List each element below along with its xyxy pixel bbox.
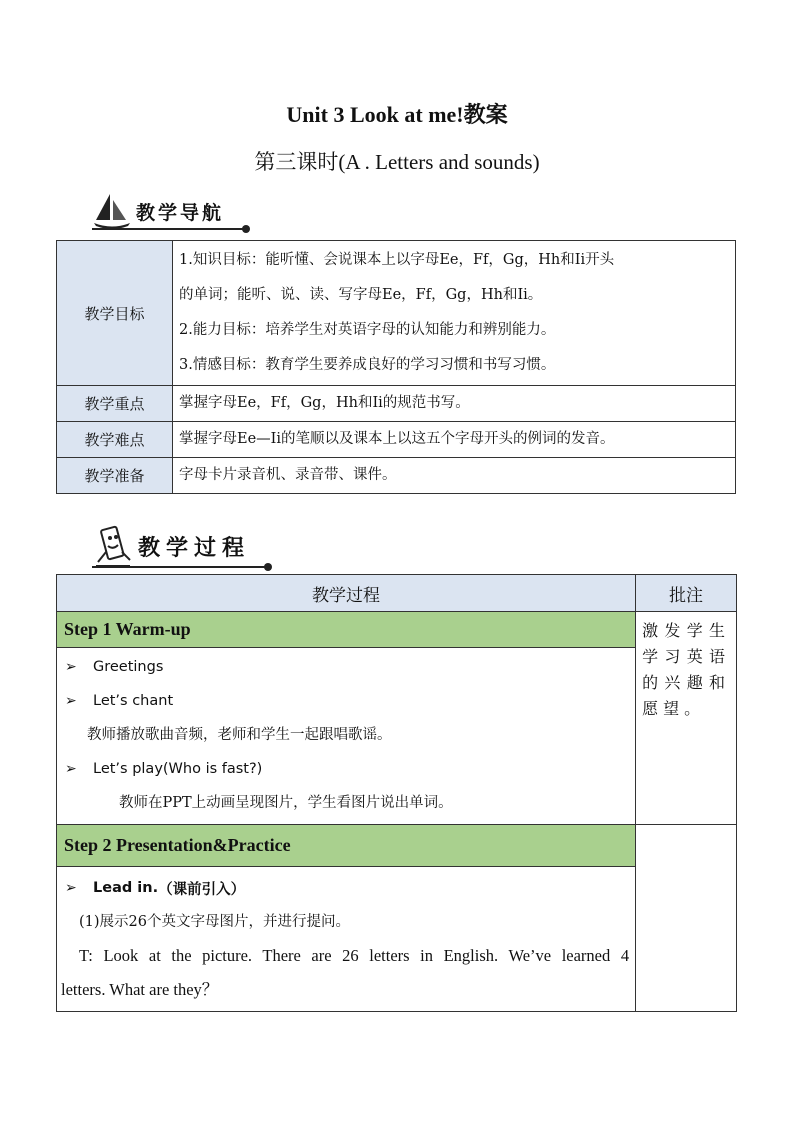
- key-points-header: 教学重点: [57, 386, 173, 422]
- bullet-greetings: Greetings: [93, 659, 164, 675]
- banner-label: 教学过程: [138, 536, 251, 561]
- objective-line: 2.能力目标：培养学生对英语字母的认知能力和辨别能力。: [179, 322, 556, 338]
- arrow-bullet-icon: ➢: [65, 659, 77, 675]
- difficulties-header: 教学难点: [57, 422, 173, 458]
- step2-note: [636, 825, 737, 1012]
- table-row: [57, 458, 736, 494]
- lead-in-step-1: (1)展示26个英文字母图片，并进行提问。: [79, 914, 350, 930]
- difficulties-cell: 掌握字母Ee—Ii的笔顺以及课本上以这五个字母开头的例词的发音。: [173, 422, 736, 458]
- objectives-cell: [173, 241, 736, 386]
- teaching-navigation-banner: [92, 186, 244, 230]
- teaching-process-table: [56, 574, 737, 1012]
- pencil-mascot-icon: [92, 522, 134, 568]
- arrow-bullet-icon: ➢: [65, 693, 77, 709]
- objective-line: 1.知识目标：能听懂、会说课本上以字母Ee，Ff，Gg，Hh和Ii开头: [179, 252, 615, 268]
- teacher-line-2: letters. What are they？: [61, 980, 219, 999]
- list-item: [57, 752, 635, 786]
- objective-line: 的单词；能听、说、读、写字母Ee，Ff，Gg，Hh和Ii。: [179, 287, 543, 303]
- preparation-header: 教学准备: [57, 458, 173, 494]
- list-item: [57, 684, 635, 718]
- table-row: [57, 422, 736, 458]
- step2-title: Step 2 Presentation&Practice: [57, 825, 636, 867]
- chant-description: 教师播放歌曲音频，老师和学生一起跟唱歌谣。: [87, 727, 392, 743]
- document-title: Unit 3 Look at me!教案: [286, 102, 508, 127]
- play-description: 教师在PPT上动画呈现图片，学生看图片说出单词。: [119, 795, 453, 811]
- banner-dot: [242, 225, 250, 233]
- key-points-cell: 掌握字母Ee，Ff，Gg，Hh和Ii的规范书写。: [173, 386, 736, 422]
- objectives-header: 教学目标: [57, 241, 173, 386]
- bullet-lets-play: Let’s play(Who is fast?): [93, 761, 263, 777]
- list-item: [57, 650, 635, 684]
- notes-column-header: 批注: [636, 575, 737, 612]
- objective-line: 3.情感目标：教育学生要养成良好的学习习惯和书写习惯。: [179, 357, 556, 373]
- table-row: [57, 241, 736, 386]
- table-row: [57, 867, 737, 1012]
- banner-dot: [264, 563, 272, 571]
- sailboat-icon: [92, 190, 132, 230]
- teaching-goals-table: [56, 240, 736, 494]
- teacher-line-1: T: Look at the picture. There are 26 letters in English. We’ve learned 4: [79, 946, 630, 965]
- table-row: [57, 386, 736, 422]
- teaching-process-banner: [92, 518, 266, 568]
- preparation-cell: 字母卡片录音机、录音带、课件。: [173, 458, 736, 494]
- table-row: [57, 825, 737, 867]
- table-row: [57, 612, 737, 648]
- step2-content: [57, 867, 636, 1012]
- process-column-header: 教学过程: [57, 575, 636, 612]
- banner-label: 教学导航: [136, 202, 225, 224]
- arrow-bullet-icon: ➢: [65, 761, 77, 777]
- list-item: [57, 871, 635, 905]
- banner-underline: [92, 566, 266, 568]
- step1-content: [57, 648, 636, 825]
- table-row: [57, 648, 737, 825]
- step1-note: 激发学生学习英语的兴趣和愿望。: [636, 612, 737, 825]
- step1-title: Step 1 Warm-up: [57, 612, 636, 648]
- bullet-lead-in-suffix: （课前引入）: [158, 881, 246, 898]
- lesson-subtitle: 第三课时(A . Letters and sounds): [254, 150, 540, 174]
- bullet-lets-chant: Let’s chant: [93, 693, 174, 709]
- table-header-row: [57, 575, 737, 612]
- banner-underline: [92, 228, 244, 230]
- bullet-lead-in: Lead in.: [93, 880, 159, 896]
- arrow-bullet-icon: ➢: [65, 880, 77, 896]
